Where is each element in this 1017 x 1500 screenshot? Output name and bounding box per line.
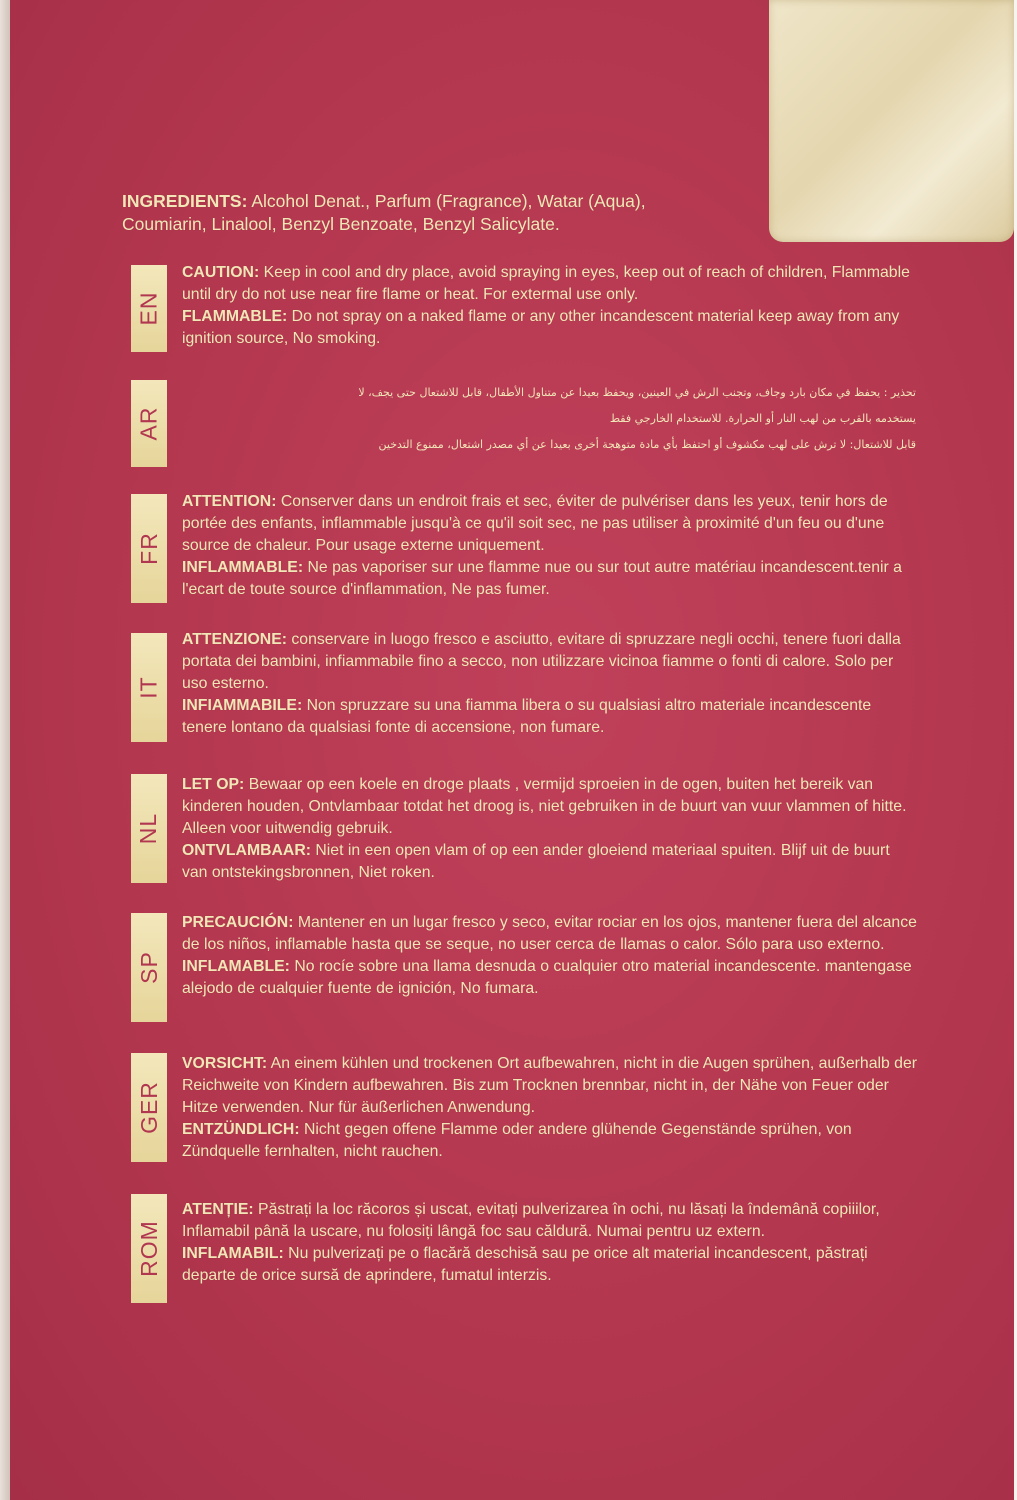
hologram-seal-sticker <box>769 0 1014 242</box>
warning-text-sp: PRECAUCIÓN: Mantener en un lugar fresco y seco, evitar rociar en los ojos, mantener fuera del alcance de los niños, inflamable hasta que se seque, no user cerca de llamas o calor. Sólo para uso externo. INFLAMABLE: No rocíe sobre una llama desnuda o cualquier otro material incandescente. mantengase alejodo de cualquier fuente de ignición, No fumara. <box>182 914 917 997</box>
language-tag-en: EN <box>131 265 167 352</box>
vorsicht-heading: VORSICHT: <box>182 1055 268 1072</box>
language-tag-nl: NL <box>131 774 167 883</box>
inflamabil-heading: INFLAMABIL: <box>182 1245 284 1262</box>
ingredients-line-1: Alcohol Denat., Parfum (Fragrance), Watar (Aqua), <box>247 191 646 211</box>
ingredients-block <box>122 190 782 236</box>
warning-text-it: ATTENZIONE: conservare in luogo fresco e asciutto, evitare di spruzzare negli occhi, tenere fuori dalla portata dei bambini, infiammabile fino a secco, non utilizzare vicinoa fiamme o fonti di calore. Solo per uso esterno. INFIAMMABILE: Non spruzzare su una fiamma libera o su qualsiasi altro materiale incandescente tenere lontano da qualsiasi fonte di accensione, non fumare. <box>182 631 901 736</box>
precaucion-heading: PRECAUCIÓN: <box>182 914 294 931</box>
inflamable-heading: INFLAMABLE: <box>182 958 290 975</box>
flammable-heading: FLAMMABLE: <box>182 308 288 325</box>
language-tag-sp: SP <box>131 913 167 1022</box>
let-op-heading: LET OP: <box>182 776 245 793</box>
warning-text-ger: VORSICHT: An einem kühlen und trockenen Ort aufbewahren, nicht in die Augen sprühen, außerhalb der Reichweite von Kindern aufbewahren. Bis zum Trocknen brennbar, nicht in, der Nähe von Feuer oder Hitze verwenden. Nur für äußerlichen Anwendung. ENTZÜNDLICH: Nicht gegen offene Flamme oder andere glühende Gegenstände sprühen, von Zündquelle fernhalten, nicht rauchen. <box>182 1055 917 1160</box>
inflammable-heading: INFLAMMABLE: <box>182 559 304 576</box>
warning-text-nl: LET OP: Bewaar op een koele en droge plaats , vermijd sproeien in de ogen, buiten het bereik van kinderen houden, Ontvlambaar totdat het droog is, niet gebruiken in de buurt van vuur vlammen of hitte. Alleen voor uitwendig gebruik. ONTVLAMBAAR: Niet in een open vlam of op een ander gloeiend materiaal spuiten. Blijf uit de buurt van ontstekingsbronnen, Niet roken. <box>182 776 907 881</box>
warning-text-fr: ATTENTION: Conserver dans un endroit frais et sec, éviter de pulvériser dans les yeux, tenir hors de portée des enfants, inflammable jusqu'à ce qu'il soit sec, ne pas utiliser à proximité d'un feu ou d'une source de chaleur. Pour usage externe uniquement. INFLAMMABLE: Ne pas vaporiser sur une flamme nue ou sur tout autre matériau incandescent.tenir a l'ecart de toute source d'inflammation, Ne pas fumer. <box>182 493 902 598</box>
warning-text-en: CAUTION: Keep in cool and dry place, avoid spraying in eyes, keep out of reach of children, Flammable until dry do not use near fire flame or heat. For extermal use only. FLAMMABLE: Do not spray on a naked flame or any other incandescent material keep away from any ignition source, No smoking. <box>182 264 910 347</box>
infiammabile-heading: INFIAMMABILE: <box>182 697 303 714</box>
ingredients-label: INGREDIENTS: <box>122 191 248 211</box>
attenzione-heading: ATTENZIONE: <box>182 631 288 648</box>
warning-text-rom: ATENȚIE: Păstrați la loc răcoros și uscat, evitați pulverizarea în ochi, nu lăsați la îndemână copiiilor, Inflamabil până la uscare, nu folosiți lângă foc sau căldură. Numai pentru uz extern. INFLAMABIL: Nu pulverizați pe o flacără deschisă sau pe orice alt material incandescent, păstrați departe de orice sursă de aprindere, fumatul interzis. <box>182 1201 880 1284</box>
warning-text-ar: تحذير : يحفظ في مكان بارد وجاف، وتجنب الرش في العينين، ويحفظ بعيدا عن متناول الأطفال، قابل للاشتعال حتى يجف، لا يستخدمه بالقرب من لهب النار أو الحرارة. للاستخدام الخارجي فقط قابل للاشتعال: لا ترش على لهب مكشوف أو احتفظ بأي مادة متوهجة أخرى بعيدا عن أي مصدر اشتعال، ممنوع التدخين <box>358 386 916 451</box>
language-tag-ger: GER <box>131 1053 167 1162</box>
attention-heading: ATTENTION: <box>182 493 277 510</box>
language-tag-fr: FR <box>131 494 167 603</box>
perfume-box-back-panel <box>10 0 1014 1500</box>
language-tag-ar: AR <box>131 380 167 467</box>
ontvlambaar-heading: ONTVLAMBAAR: <box>182 842 311 859</box>
entzundlich-heading: ENTZÜNDLICH: <box>182 1121 300 1138</box>
box-side-edge <box>0 0 10 1500</box>
atentie-heading: ATENȚIE: <box>182 1201 254 1218</box>
language-tag-it: IT <box>131 633 167 742</box>
language-tag-rom: ROM <box>131 1194 167 1303</box>
ingredients-line-2: Coumiarin, Linalool, Benzyl Benzoate, Benzyl Salicylate. <box>122 214 560 234</box>
caution-heading: CAUTION: <box>182 264 260 281</box>
